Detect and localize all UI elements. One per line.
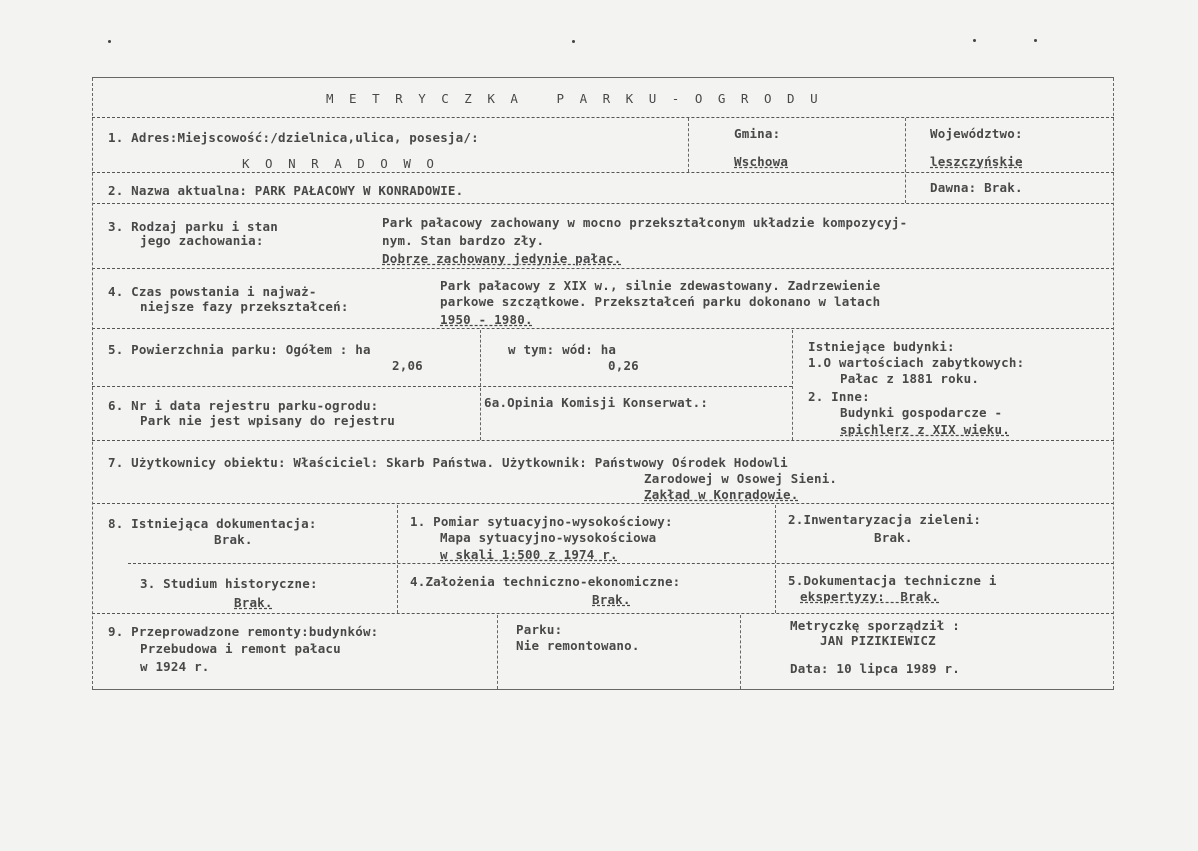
document-date: Data: 10 lipca 1989 r. [790,661,960,676]
history-label: 4. Czas powstania i najważ- [108,284,317,299]
divider-wody [480,330,481,386]
rule-r6 [92,440,1114,441]
historical-study-label: 3. Studium historyczne: [140,576,318,591]
park-type-label-2: jego zachowania: [140,233,264,248]
paper-speck [973,39,976,42]
park-type-value: Park pałacowy zachowany w mocno przekształconym układzie kompozycyj- [382,215,908,230]
rule-r3 [92,268,1114,269]
historical-study-value: Brak. [234,595,273,610]
voivodeship-label: Województwo: [930,126,1023,141]
history-value-2: parkowe szczątkowe. Przekształceń parku dokonano w latach [440,294,881,309]
rule-r8a [128,563,1114,564]
divider-opinia [480,388,481,440]
rule-r1 [92,172,1114,173]
gmina-value: Wschowa [734,154,789,169]
survey-value-2: w skali 1:500 z 1974 r. [440,547,618,562]
buildings-other-label: 2. Inne: [808,389,870,404]
renovations-label: 9. Przeprowadzone remonty:budynków: [108,624,379,639]
gmina-label: Gmina: [734,126,781,141]
rule-r5 [92,386,792,387]
area-total: 2,06 [392,358,423,373]
rule-r8b [92,613,1114,614]
rule-r7 [92,503,1114,504]
author-name: JAN PIZIKIEWICZ [820,633,936,648]
place-name: K O N R A D O W O [242,156,438,171]
history-label-2: niejsze fazy przekształceń: [140,299,349,314]
conservator-opinion: 6a.Opinia Komisji Konserwat.: [484,395,709,410]
register-label: 6. Nr i data rejestru parku-ogrodu: [108,398,379,413]
rule-bottom [92,689,1114,690]
rule-r2 [92,203,1114,204]
former-name: Dawna: Brak. [930,180,1023,195]
rule-top [92,77,1114,78]
address-label: 1. Adres:Miejscowość:/dzielnica,ulica, posesja/: [108,130,479,145]
divider-gmina [688,118,689,172]
documentation-none: Brak. [214,532,253,547]
park-type-label: 3. Rodzaj parku i stan [108,219,278,234]
border-right [1113,78,1114,689]
water-area-value: 0,26 [608,358,639,373]
divider-r9b [740,615,741,689]
area-label: 5. Powierzchnia parku: Ogółem : ha [108,342,371,357]
greenery-inventory-value: Brak. [874,530,913,545]
park-type-value-2: nym. Stan bardzo zły. [382,233,545,248]
technical-docs-label: 5.Dokumentacja techniczne i [788,573,997,588]
rule-r4 [92,328,1114,329]
history-value-3: 1950 - 1980. [440,312,533,327]
greenery-inventory-label: 2.Inwentaryzacja zieleni: [788,512,982,527]
register-value: Park nie jest wpisany do rejestru [140,413,395,428]
water-area-label: w tym: wód: ha [508,342,617,357]
park-type-value-3: Dobrze zachowany jedynie pałac. [382,251,622,266]
paper-speck [1034,39,1037,42]
survey-label: 1. Pomiar sytuacyjno-wysokościowy: [410,514,673,529]
users-value-3: Zakład w Konradowie. [644,487,799,502]
documentation-label: 8. Istniejąca dokumentacja: [108,516,317,531]
divider-r9a [497,615,498,689]
divider-r8a [397,505,398,613]
border-left [92,78,93,689]
paper-speck [108,40,111,43]
survey-value: Mapa sytuacyjno-wysokościowa [440,530,657,545]
buildings-historic-value: Pałac z 1881 roku. [840,371,980,386]
buildings-other-value-2: spichlerz z XIX wieku. [840,422,1010,437]
buildings-historic-label: 1.O wartościach zabytkowych: [808,355,1025,370]
tech-econ-label: 4.Założenia techniczno-ekonomiczne: [410,574,681,589]
divider-r8b [775,505,776,613]
park-renovations-label: Parku: [516,622,563,637]
buildings-label: Istniejące budynki: [808,339,955,354]
history-value: Park pałacowy z XIX w., silnie zdewastowany. Zadrzewienie [440,278,881,293]
users-label: 7. Użytkownicy obiektu: Właściciel: Skarb Państwa. Użytkownik: Państwowy Ośrodek Hodowli [108,455,788,470]
voivodeship-value: leszczyńskie [930,154,1023,169]
divider-woj [905,118,906,203]
tech-econ-value: Brak. [592,592,631,607]
renovations-year: w 1924 r. [140,659,210,674]
renovations-value: Przebudowa i remont pałacu [140,641,341,656]
paper-speck [572,40,575,43]
divider-budynki [792,330,793,440]
buildings-other-value: Budynki gospodarcze - [840,405,1003,420]
technical-docs-value: ekspertyzy: Brak. [800,589,940,604]
rule-title [92,117,1114,118]
park-renovations-value: Nie remontowano. [516,638,640,653]
author-label: Metryczkę sporządził : [790,618,960,633]
current-name: 2. Nazwa aktualna: PARK PAŁACOWY W KONRADOWIE. [108,183,464,198]
document-title: M E T R Y C Z K A P A R K U - O G R O D U [326,91,822,106]
users-value-2: Zarodowej w Osowej Sieni. [644,471,838,486]
